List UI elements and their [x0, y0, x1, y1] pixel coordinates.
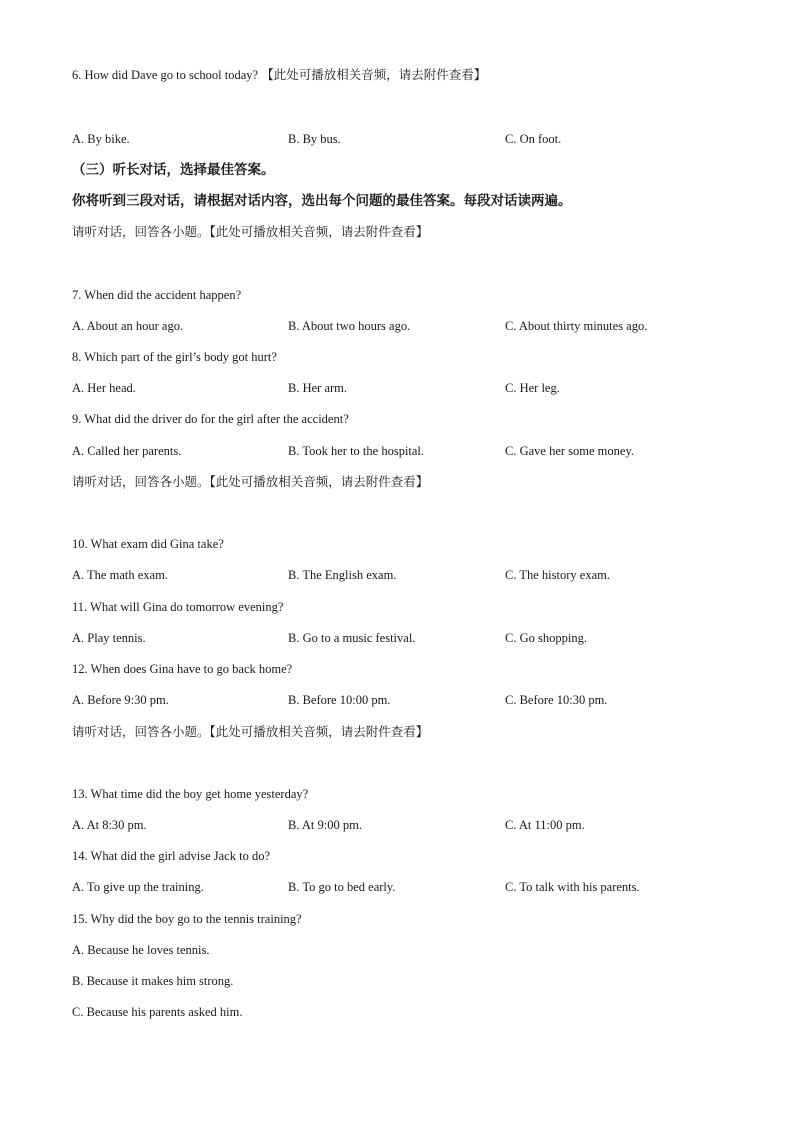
section-3-title: （三）听长对话，选择最佳答案。 [72, 162, 275, 178]
q10-option-c[interactable]: C. The history exam. [505, 568, 610, 582]
question-9-stem: 9. What did the driver do for the girl after the accident? [72, 412, 349, 426]
q9-option-a[interactable]: A. Called her parents. [72, 444, 182, 458]
q14-option-a[interactable]: A. To give up the training. [72, 880, 204, 894]
q11-option-c[interactable]: C. Go shopping. [505, 631, 587, 645]
q9-option-b[interactable]: B. Took her to the hospital. [288, 444, 425, 458]
q6-option-a[interactable]: A. By bike. [72, 132, 130, 146]
q6-option-c[interactable]: C. On foot. [505, 132, 562, 146]
q13-option-c[interactable]: C. At 11:00 pm. [505, 818, 585, 832]
dialogue-2-prompt[interactable]: 请听对话，回答各小题。【此处可播放相关音频，请去附件查看】 [72, 474, 429, 489]
question-8-stem: 8. Which part of the girl’s body got hurt? [72, 350, 277, 364]
q15-option-b[interactable]: B. Because it makes him strong. [72, 974, 234, 988]
q14-option-c[interactable]: C. To talk with his parents. [505, 880, 640, 894]
q15-option-a[interactable]: A. Because he loves tennis. [72, 943, 210, 957]
q12-option-b[interactable]: B. Before 10:00 pm. [288, 693, 391, 707]
q6-option-b[interactable]: B. By bus. [288, 132, 341, 146]
q9-option-c[interactable]: C. Gave her some money. [505, 444, 635, 458]
question-6-stem: 6. How did Dave go to school today? [72, 68, 259, 82]
q7-option-c[interactable]: C. About thirty minutes ago. [505, 319, 648, 333]
question-10-stem: 10. What exam did Gina take? [72, 537, 224, 551]
q8-option-a[interactable]: A. Her head. [72, 381, 136, 395]
q10-option-a[interactable]: A. The math exam. [72, 568, 168, 582]
q12-option-c[interactable]: C. Before 10:30 pm. [505, 693, 608, 707]
q8-option-c[interactable]: C. Her leg. [505, 381, 560, 395]
q8-option-b[interactable]: B. Her arm. [288, 381, 348, 395]
question-6 [72, 67, 486, 83]
q13-option-a[interactable]: A. At 8:30 pm. [72, 818, 147, 832]
question-15-stem: 15. Why did the boy go to the tennis training? [72, 912, 302, 926]
question-11-stem: 11. What will Gina do tomorrow evening? [72, 600, 284, 614]
q7-option-a[interactable]: A. About an hour ago. [72, 319, 184, 333]
q11-option-b[interactable]: B. Go to a music festival. [288, 631, 416, 645]
q13-option-b[interactable]: B. At 9:00 pm. [288, 818, 362, 832]
question-7-stem: 7. When did the accident happen? [72, 288, 242, 302]
question-13-stem: 13. What time did the boy get home yesterday? [72, 787, 309, 801]
q14-option-b[interactable]: B. To go to bed early. [288, 880, 396, 894]
q10-option-b[interactable]: B. The English exam. [288, 568, 397, 582]
q7-option-b[interactable]: B. About two hours ago. [288, 319, 411, 333]
dialogue-1-prompt[interactable]: 请听对话，回答各小题。【此处可播放相关音频，请去附件查看】 [72, 224, 429, 239]
question-14-stem: 14. What did the girl advise Jack to do? [72, 849, 270, 863]
q11-option-a[interactable]: A. Play tennis. [72, 631, 146, 645]
dialogue-3-prompt[interactable]: 请听对话，回答各小题。【此处可播放相关音频，请去附件查看】 [72, 724, 429, 739]
section-3-instruction: 你将听到三段对话，请根据对话内容，选出每个问题的最佳答案。每段对话读两遍。 [72, 193, 572, 209]
audio-link[interactable]: 【此处可播放相关音频，请去附件查看】 [261, 67, 487, 82]
q15-option-c[interactable]: C. Because his parents asked him. [72, 1005, 243, 1019]
q12-option-a[interactable]: A. Before 9:30 pm. [72, 693, 169, 707]
question-12-stem: 12. When does Gina have to go back home? [72, 662, 293, 676]
